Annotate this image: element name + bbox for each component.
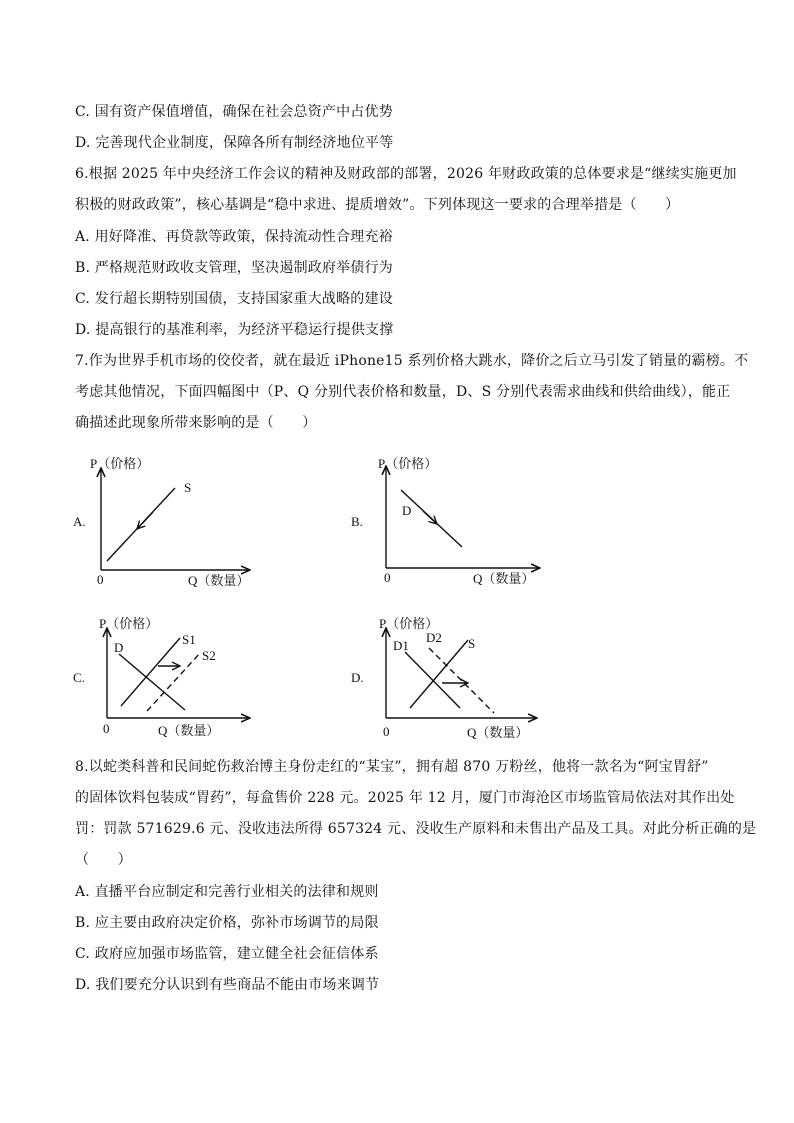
graph-b-curve-label: D bbox=[402, 503, 412, 518]
q8-option-c: C. 政府应加强市场监管，建立健全社会征信体系 bbox=[75, 946, 379, 962]
q7-stem-line3: 确描述此现象所带来影响的是（ ） bbox=[75, 415, 317, 431]
graph-b-label: B. bbox=[351, 514, 363, 529]
graph-d-y-label: P（价格） bbox=[379, 616, 439, 631]
q8-option-b: B. 应主要由政府决定价格，弥补市场调节的局限 bbox=[75, 915, 379, 931]
graph-b bbox=[370, 448, 550, 593]
graph-a-shift-arrow bbox=[137, 512, 153, 529]
graph-d-supply-curve bbox=[410, 640, 468, 708]
graph-c-s2-label: S2 bbox=[202, 648, 216, 663]
graph-d-d1-label: D1 bbox=[393, 638, 409, 653]
q8-stem-line2: 的固体饮料包装成“胃药”，每盒售价 228 元。2025 年 12 月，厦门市海沧区市场监管局依法对其作出处 bbox=[75, 790, 735, 806]
graph-d-origin: 0 bbox=[383, 724, 390, 739]
graph-c bbox=[92, 610, 272, 745]
graph-d-demand-curve-d2 bbox=[429, 648, 494, 713]
graph-c-s1-label: S1 bbox=[182, 632, 196, 647]
q7-stem-line2: 考虑其他情况，下面四幅图中（P、Q 分别代表价格和数量，D、S 分别代表需求曲线和供给曲线），能正 bbox=[75, 384, 731, 400]
q8-option-a: A. 直播平台应制定和完善行业相关的法律和规则 bbox=[75, 884, 379, 900]
graph-a bbox=[85, 450, 265, 595]
graph-a-label: A. bbox=[73, 514, 86, 529]
graph-d-s-label: S bbox=[468, 636, 476, 651]
q8-option-d: D. 我们要充分认识到有些商品不能由市场来调节 bbox=[75, 977, 380, 993]
graph-d-d2-label: D2 bbox=[426, 630, 442, 645]
graph-a-x-label: Q（数量） bbox=[188, 573, 250, 588]
graph-c-d-label: D bbox=[114, 640, 124, 655]
graph-c-x-label: Q（数量） bbox=[158, 723, 220, 738]
q8-stem-line1: 8.以蛇类科普和民间蛇伤救治博主身份走红的“某宝”，拥有超 870 万粉丝，他将一款名为“阿宝胃舒” bbox=[75, 759, 709, 775]
graph-a-y-label: P（价格） bbox=[90, 456, 150, 471]
q8-stem-line4: （ ） bbox=[75, 852, 132, 868]
graph-c-demand-curve bbox=[119, 654, 185, 710]
graph-b-origin: 0 bbox=[384, 570, 391, 585]
graph-b-shift-arrow bbox=[423, 511, 437, 524]
graph-d-x-label: Q（数量） bbox=[467, 725, 529, 740]
q5-option-c: C. 国有资产保值增值，确保在社会总资产中占优势 bbox=[75, 104, 393, 120]
q6-option-c: C. 发行超长期特别国债，支持国家重大战略的建设 bbox=[75, 291, 393, 307]
graph-d bbox=[372, 610, 552, 745]
graph-a-origin: 0 bbox=[97, 572, 104, 587]
graph-b-x-label: Q（数量） bbox=[473, 571, 535, 586]
q8-stem-line3: 罚：罚款 571629.6 元、没收违法所得 657324 元、没收生产原料和未售出产品及工具。对此分析正确的是 bbox=[75, 821, 757, 837]
q5-option-d: D. 完善现代企业制度，保障各所有制经济地位平等 bbox=[75, 135, 394, 151]
graph-c-label: C. bbox=[73, 670, 85, 685]
q6-option-d: D. 提高银行的基准利率，为经济平稳运行提供支撑 bbox=[75, 322, 394, 338]
graph-b-y-label: P（价格） bbox=[378, 456, 438, 471]
graph-a-curve-label: S bbox=[184, 480, 192, 495]
graph-c-y-label: P（价格） bbox=[99, 616, 159, 631]
q6-option-b: B. 严格规范财政收支管理，坚决遏制政府举债行为 bbox=[75, 260, 393, 276]
q7-stem-line1: 7.作为世界手机市场的佼佼者，就在最近 iPhone15 系列价格大跳水，降价之后立马引发了销量的霸榜。不 bbox=[75, 353, 749, 369]
graph-d-demand-curve-d1 bbox=[405, 652, 460, 708]
graph-c-origin: 0 bbox=[103, 721, 110, 736]
graph-c-supply-curve-s2 bbox=[147, 652, 201, 711]
q6-stem-line1: 6.根据 2025 年中央经济工作会议的精神及财政部的部署，2026 年财政政策的总体要求是“继续实施更加 bbox=[75, 166, 737, 182]
graph-d-label: D. bbox=[351, 670, 364, 685]
q6-stem-line2: 积极的财政政策”，核心基调是“稳中求进、提质增效”。下列体现这一要求的合理举措是（ ） bbox=[75, 197, 680, 213]
graph-c-supply-curve-s1 bbox=[121, 638, 180, 706]
q6-option-a: A. 用好降准、再贷款等政策，保持流动性合理充裕 bbox=[75, 229, 393, 245]
